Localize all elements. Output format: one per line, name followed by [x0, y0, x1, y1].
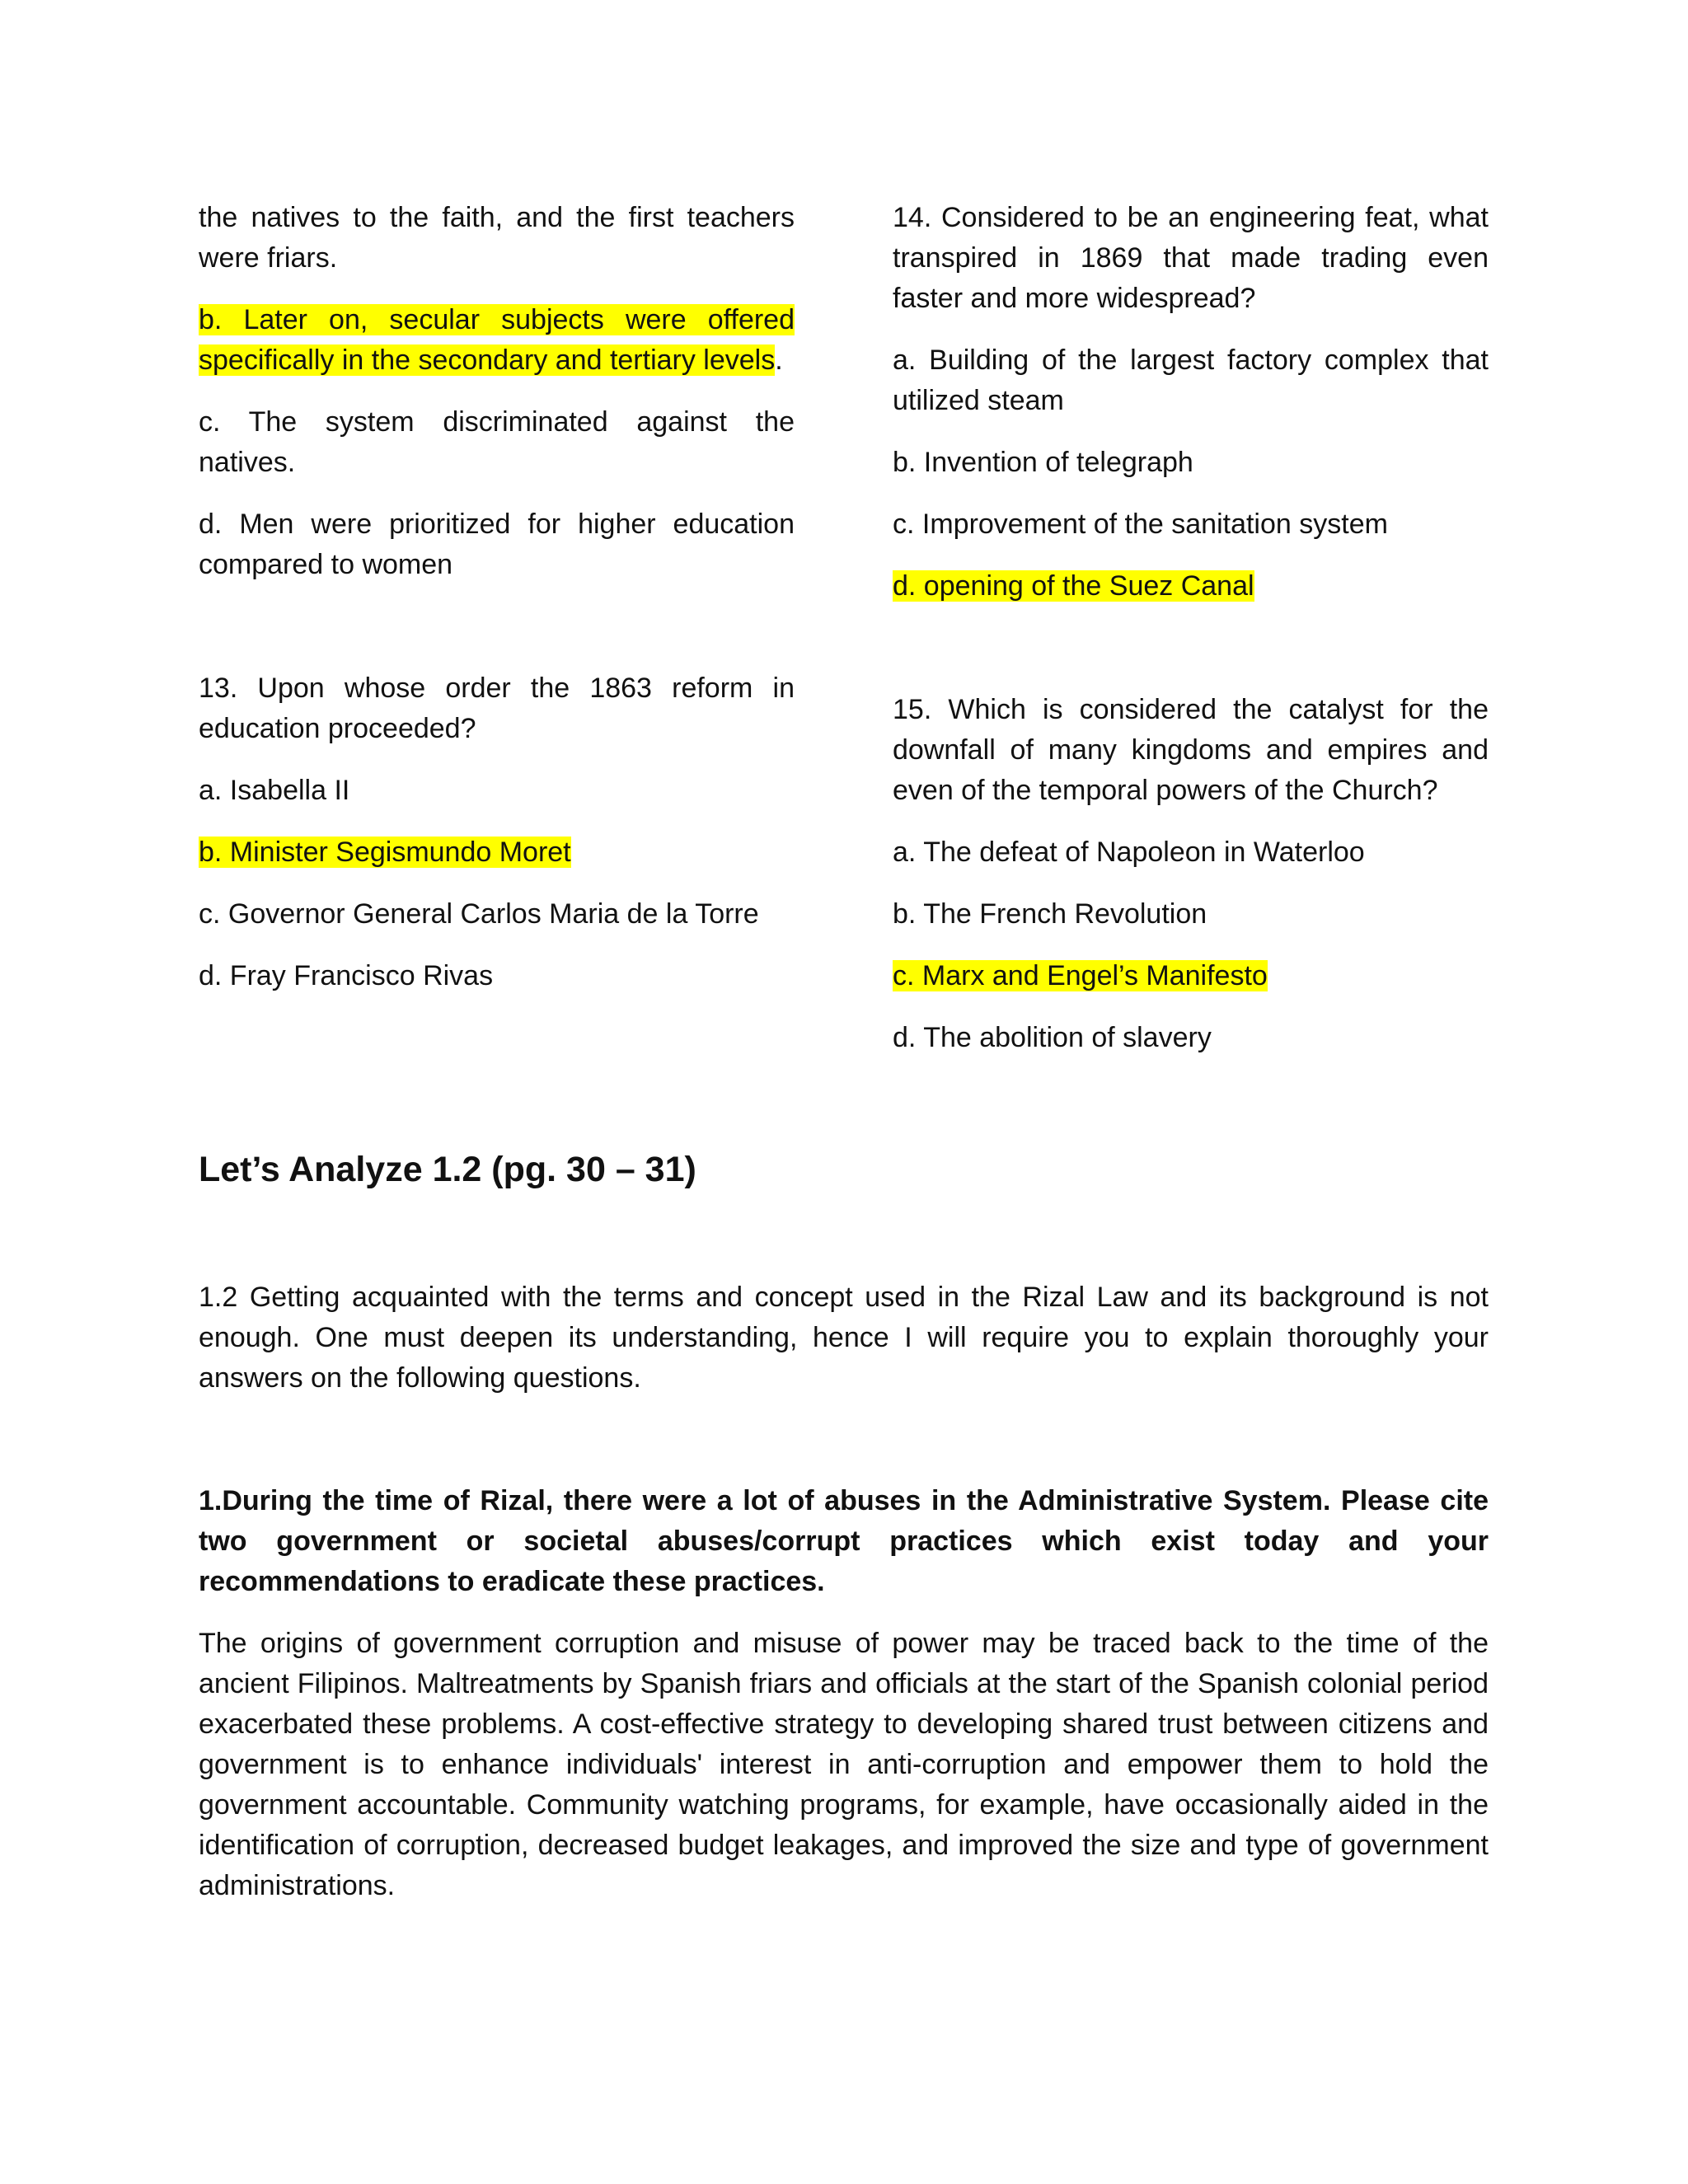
- q12-option-b-period: .: [775, 344, 783, 376]
- q14-question: 14. Considered to be an engineering feat, what transpired in 1869 that made trading even faster and more widespread?: [893, 202, 1489, 314]
- analysis-question-1: 1.During the time of Rizal, there were a lot of abuses in the Administrative System. Please cite two government or societal abuses/corrupt practices which exist today and your recommendations to eradicate these practices.: [199, 1485, 1489, 1597]
- q15-option-a: a. The defeat of Napoleon in Waterloo: [893, 837, 1365, 868]
- q14-option-d: [893, 566, 1489, 607]
- analysis-answer-1: The origins of government corruption and misuse of power may be traced back to the time of the ancient Filipinos. Maltreatments by Spanish friars and officials at the start of the Spanish colonial period exacerbated these problems. A cost-effective strategy to developing shared trust between citizens and government is to enhance individuals' interest in anti-corruption and empower them to hold the government accountable. Community watching programs, for example, have occasionally aided in the identification of corruption, decreased budget leakages, and improved the size and type of government administrations.: [199, 1628, 1489, 1901]
- q12-option-b-highlight: b. Later on, secular subjects were offered specifically in the secondary and tertiary levels: [199, 304, 795, 376]
- q12-continuation: the natives to the faith, and the first teachers were friars.: [199, 202, 795, 274]
- q12-option-c: c. The system discriminated against the natives.: [199, 406, 795, 478]
- q13-option-a: a. Isabella II: [199, 775, 350, 806]
- q13-option-c: c. Governor General Carlos Maria de la Torre: [199, 898, 759, 930]
- q14-option-b: b. Invention of telegraph: [893, 447, 1193, 478]
- q14-option-a: a. Building of the largest factory complex that utilized steam: [893, 344, 1489, 416]
- q15-option-c-highlight: c. Marx and Engel’s Manifesto: [893, 960, 1268, 991]
- left-column: [199, 198, 795, 1018]
- q14-option-c: c. Improvement of the sanitation system: [893, 509, 1388, 540]
- q12-option-d: d. Men were prioritized for higher education compared to women: [199, 509, 795, 580]
- q13-option-d: d. Fray Francisco Rivas: [199, 960, 494, 991]
- q15-question: 15. Which is considered the catalyst for the downfall of many kingdoms and empires and even of the temporal powers of the Church?: [893, 694, 1489, 806]
- spacer: [199, 607, 795, 668]
- section-intro: 1.2 Getting acquainted with the terms and concept used in the Rizal Law and its background is not enough. One must deepen its understanding, hence I will require you to explain thoroughly your answers on the following questions.: [199, 1282, 1489, 1394]
- q15-option-d: d. The abolition of slavery: [893, 1022, 1212, 1053]
- right-column: [893, 198, 1489, 1080]
- q15-option-b: b. The French Revolution: [893, 898, 1207, 930]
- q12-option-b: [199, 300, 795, 381]
- q14-option-d-highlight: d. opening of the Suez Canal: [893, 570, 1254, 602]
- q15-option-c: [893, 956, 1489, 996]
- spacer: [893, 628, 1489, 690]
- q13-option-b: [199, 832, 795, 873]
- q13-question: 13. Upon whose order the 1863 reform in education proceeded?: [199, 673, 795, 744]
- q13-option-b-highlight: b. Minister Segismundo Moret: [199, 837, 571, 868]
- section-heading: Let’s Analyze 1.2 (pg. 30 – 31): [199, 1150, 696, 1189]
